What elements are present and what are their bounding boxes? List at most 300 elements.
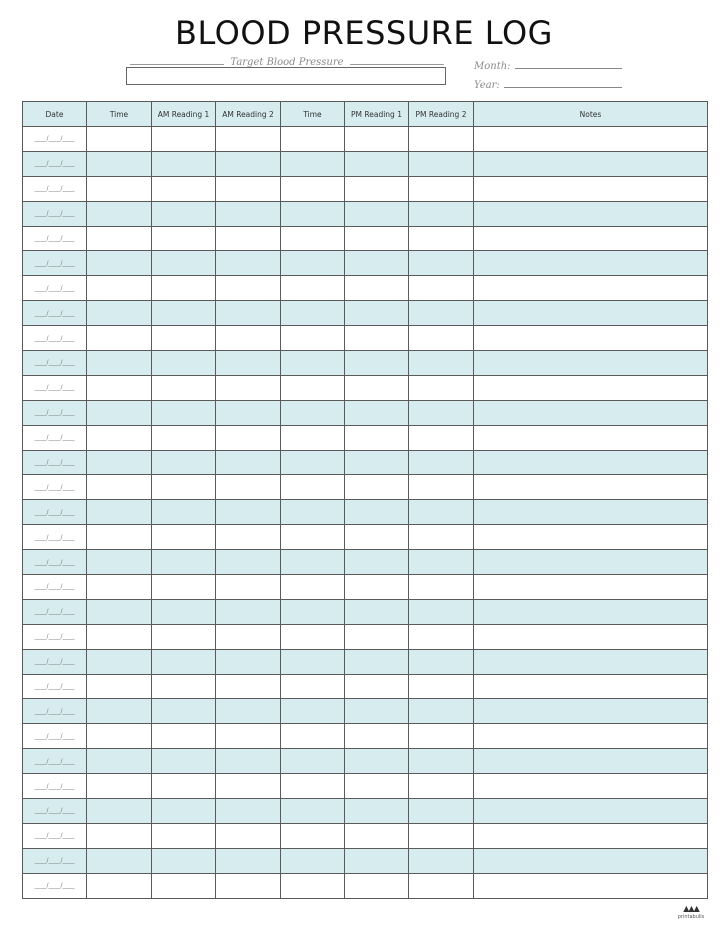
date-cell[interactable]: ____/____/____ [23,326,87,351]
entry-cell[interactable] [474,550,708,575]
table-row [23,774,708,799]
entry-cell[interactable] [216,301,281,326]
target-line-left [130,64,224,65]
date-cell[interactable]: ____/____/____ [23,450,87,475]
entry-cell[interactable] [474,450,708,475]
entry-cell[interactable] [345,649,409,674]
entry-cell[interactable] [87,575,152,600]
table-row [23,575,708,600]
entry-cell[interactable] [281,699,345,724]
entry-cell[interactable] [152,375,216,400]
entry-cell[interactable] [281,301,345,326]
entry-cell[interactable] [152,599,216,624]
table-row [23,276,708,301]
entry-cell[interactable] [345,351,409,376]
page-title: BLOOD PRESSURE LOG [175,14,553,52]
entry-cell[interactable] [216,649,281,674]
entry-cell[interactable] [87,525,152,550]
entry-cell[interactable] [409,425,474,450]
entry-cell[interactable] [152,425,216,450]
entry-cell[interactable] [216,151,281,176]
date-cell[interactable]: ____/____/____ [23,201,87,226]
entry-cell[interactable] [474,749,708,774]
date-cell[interactable]: ____/____/____ [23,375,87,400]
entry-cell[interactable] [87,848,152,873]
date-cell[interactable]: ____/____/____ [23,599,87,624]
entry-cell[interactable] [409,749,474,774]
entry-cell[interactable] [474,151,708,176]
entry-cell[interactable] [87,699,152,724]
entry-cell[interactable] [345,500,409,525]
target-blood-pressure-text: Target Blood Pressure [230,56,344,68]
month-label: Month: [474,61,511,72]
month-line [515,68,622,69]
entry-cell[interactable] [345,848,409,873]
entry-cell[interactable] [281,326,345,351]
entry-cell[interactable] [216,251,281,276]
entry-cell[interactable] [281,575,345,600]
entry-cell[interactable] [152,400,216,425]
entry-cell[interactable] [87,749,152,774]
entry-cell[interactable] [281,799,345,824]
entry-cell[interactable] [409,525,474,550]
entry-cell[interactable] [216,599,281,624]
entry-cell[interactable] [216,450,281,475]
logo-mark-icon: ▲▲▲ [683,904,699,913]
entry-cell[interactable] [409,127,474,152]
entry-cell[interactable] [152,500,216,525]
entry-cell[interactable] [345,450,409,475]
table-row [23,375,708,400]
entry-cell[interactable] [409,774,474,799]
date-cell[interactable]: ____/____/____ [23,151,87,176]
entry-cell[interactable] [474,525,708,550]
entry-cell[interactable] [474,624,708,649]
date-cell[interactable]: ____/____/____ [23,500,87,525]
date-cell[interactable]: ____/____/____ [23,127,87,152]
entry-cell[interactable] [152,724,216,749]
entry-cell[interactable] [216,699,281,724]
entry-cell[interactable] [281,425,345,450]
entry-cell[interactable] [87,550,152,575]
entry-cell[interactable] [152,550,216,575]
entry-cell[interactable] [216,848,281,873]
entry-cell[interactable] [281,550,345,575]
column-header-am-reading-2: AM Reading 2 [216,102,281,127]
entry-cell[interactable] [87,599,152,624]
entry-cell[interactable] [281,127,345,152]
table-row [23,873,708,898]
entry-cell[interactable] [216,550,281,575]
date-cell[interactable]: ____/____/____ [23,649,87,674]
entry-cell[interactable] [345,624,409,649]
entry-cell[interactable] [216,475,281,500]
entry-cell[interactable] [409,400,474,425]
entry-cell[interactable] [87,301,152,326]
entry-cell[interactable] [87,151,152,176]
entry-cell[interactable] [281,226,345,251]
entry-cell[interactable] [281,624,345,649]
column-header-date: Date [23,102,87,127]
entry-cell[interactable] [281,201,345,226]
table-row [23,525,708,550]
entry-cell[interactable] [281,351,345,376]
entry-cell[interactable] [281,276,345,301]
target-blood-pressure-field[interactable] [126,67,446,85]
entry-cell[interactable] [474,575,708,600]
entry-cell[interactable] [152,848,216,873]
entry-cell[interactable] [409,176,474,201]
entry-cell[interactable] [474,375,708,400]
date-cell[interactable]: ____/____/____ [23,799,87,824]
date-cell[interactable]: ____/____/____ [23,624,87,649]
entry-cell[interactable] [474,326,708,351]
entry-cell[interactable] [152,450,216,475]
entry-cell[interactable] [345,525,409,550]
entry-cell[interactable] [281,500,345,525]
column-header-pm-reading-1: PM Reading 1 [345,102,409,127]
entry-cell[interactable] [345,724,409,749]
entry-cell[interactable] [345,575,409,600]
date-cell[interactable]: ____/____/____ [23,823,87,848]
entry-cell[interactable] [281,599,345,624]
entry-cell[interactable] [345,475,409,500]
entry-cell[interactable] [152,176,216,201]
table-body [23,127,708,899]
table-row [23,823,708,848]
table-row [23,151,708,176]
entry-cell[interactable] [345,873,409,898]
entry-cell[interactable] [152,649,216,674]
date-cell[interactable]: ____/____/____ [23,400,87,425]
entry-cell[interactable] [281,848,345,873]
entry-cell[interactable] [281,450,345,475]
table-row [23,251,708,276]
printabulls-logo [676,904,706,924]
entry-cell[interactable] [87,400,152,425]
table-row [23,226,708,251]
entry-cell[interactable] [345,400,409,425]
entry-cell[interactable] [216,624,281,649]
entry-cell[interactable] [216,351,281,376]
entry-cell[interactable] [474,599,708,624]
entry-cell[interactable] [345,799,409,824]
entry-cell[interactable] [216,823,281,848]
entry-cell[interactable] [216,500,281,525]
column-header-am-time: Time [87,102,152,127]
entry-cell[interactable] [474,873,708,898]
entry-cell[interactable] [216,276,281,301]
entry-cell[interactable] [409,276,474,301]
date-cell[interactable]: ____/____/____ [23,176,87,201]
date-cell[interactable]: ____/____/____ [23,251,87,276]
date-cell[interactable]: ____/____/____ [23,525,87,550]
date-cell[interactable]: ____/____/____ [23,848,87,873]
table-row [23,301,708,326]
entry-cell[interactable] [87,724,152,749]
entry-cell[interactable] [474,799,708,824]
entry-cell[interactable] [474,226,708,251]
table-row [23,550,708,575]
entry-cell[interactable] [409,823,474,848]
entry-cell[interactable] [87,649,152,674]
entry-cell[interactable] [152,326,216,351]
table-header-row [23,102,708,127]
entry-cell[interactable] [409,873,474,898]
entry-cell[interactable] [87,276,152,301]
entry-cell[interactable] [152,525,216,550]
entry-cell[interactable] [152,699,216,724]
entry-cell[interactable] [409,450,474,475]
table-row [23,848,708,873]
date-cell[interactable]: ____/____/____ [23,276,87,301]
date-cell[interactable]: ____/____/____ [23,749,87,774]
entry-cell[interactable] [281,525,345,550]
entry-cell[interactable] [409,375,474,400]
table-row [23,799,708,824]
entry-cell[interactable] [87,326,152,351]
entry-cell[interactable] [87,873,152,898]
entry-cell[interactable] [474,699,708,724]
entry-cell[interactable] [152,251,216,276]
entry-cell[interactable] [474,276,708,301]
entry-cell[interactable] [152,226,216,251]
table-row [23,475,708,500]
blood-pressure-table [22,101,708,899]
entry-cell[interactable] [216,400,281,425]
entry-cell[interactable] [474,724,708,749]
entry-cell[interactable] [87,176,152,201]
target-line-right [350,64,444,65]
entry-cell[interactable] [345,127,409,152]
entry-cell[interactable] [345,201,409,226]
entry-cell[interactable] [152,774,216,799]
entry-cell[interactable] [409,301,474,326]
entry-cell[interactable] [87,127,152,152]
entry-cell[interactable] [216,873,281,898]
entry-cell[interactable] [345,326,409,351]
entry-cell[interactable] [216,375,281,400]
entry-cell[interactable] [409,151,474,176]
entry-cell[interactable] [474,774,708,799]
entry-cell[interactable] [474,475,708,500]
entry-cell[interactable] [345,699,409,724]
entry-cell[interactable] [474,823,708,848]
entry-cell[interactable] [216,226,281,251]
table-row [23,674,708,699]
entry-cell[interactable] [409,500,474,525]
entry-cell[interactable] [474,674,708,699]
table-row [23,624,708,649]
entry-cell[interactable] [152,749,216,774]
table-row [23,351,708,376]
entry-cell[interactable] [87,351,152,376]
date-cell[interactable]: ____/____/____ [23,226,87,251]
date-cell[interactable]: ____/____/____ [23,475,87,500]
entry-cell[interactable] [281,400,345,425]
entry-cell[interactable] [345,774,409,799]
date-cell[interactable]: ____/____/____ [23,301,87,326]
table-row [23,425,708,450]
entry-cell[interactable] [152,301,216,326]
entry-cell[interactable] [281,823,345,848]
entry-cell[interactable] [345,599,409,624]
entry-cell[interactable] [87,450,152,475]
month-field[interactable] [474,56,622,72]
entry-cell[interactable] [345,550,409,575]
entry-cell[interactable] [474,400,708,425]
column-header-pm-time: Time [281,102,345,127]
entry-cell[interactable] [345,151,409,176]
date-cell[interactable]: ____/____/____ [23,550,87,575]
entry-cell[interactable] [474,500,708,525]
entry-cell[interactable] [152,127,216,152]
entry-cell[interactable] [345,251,409,276]
column-header-am-reading-1: AM Reading 1 [152,102,216,127]
date-cell[interactable]: ____/____/____ [23,351,87,376]
entry-cell[interactable] [152,823,216,848]
entry-cell[interactable] [409,575,474,600]
entry-cell[interactable] [409,251,474,276]
entry-cell[interactable] [216,326,281,351]
entry-cell[interactable] [87,375,152,400]
entry-cell[interactable] [281,724,345,749]
year-field[interactable] [474,75,622,91]
entry-cell[interactable] [87,475,152,500]
date-cell[interactable]: ____/____/____ [23,575,87,600]
entry-cell[interactable] [216,749,281,774]
date-cell[interactable]: ____/____/____ [23,873,87,898]
entry-cell[interactable] [281,151,345,176]
entry-cell[interactable] [281,251,345,276]
entry-cell[interactable] [474,251,708,276]
entry-cell[interactable] [409,550,474,575]
date-cell[interactable]: ____/____/____ [23,699,87,724]
entry-cell[interactable] [281,774,345,799]
date-cell[interactable]: ____/____/____ [23,674,87,699]
table-row [23,400,708,425]
entry-cell[interactable] [409,799,474,824]
entry-cell[interactable] [474,201,708,226]
entry-cell[interactable] [87,624,152,649]
entry-cell[interactable] [216,724,281,749]
entry-cell[interactable] [152,151,216,176]
entry-cell[interactable] [409,848,474,873]
entry-cell[interactable] [152,201,216,226]
entry-cell[interactable] [409,201,474,226]
table-row [23,649,708,674]
entry-cell[interactable] [281,375,345,400]
column-header-notes: Notes [474,102,708,127]
entry-cell[interactable] [87,500,152,525]
entry-cell[interactable] [409,699,474,724]
entry-cell[interactable] [281,749,345,774]
table-row [23,749,708,774]
entry-cell[interactable] [409,599,474,624]
entry-cell[interactable] [216,774,281,799]
entry-cell[interactable] [409,475,474,500]
entry-cell[interactable] [216,575,281,600]
entry-cell[interactable] [474,425,708,450]
entry-cell[interactable] [152,873,216,898]
entry-cell[interactable] [345,276,409,301]
entry-cell[interactable] [216,525,281,550]
entry-cell[interactable] [474,649,708,674]
table-row [23,127,708,152]
entry-cell[interactable] [152,799,216,824]
entry-cell[interactable] [345,823,409,848]
table-row [23,326,708,351]
entry-cell[interactable] [216,799,281,824]
table-row [23,599,708,624]
entry-cell[interactable] [409,351,474,376]
entry-cell[interactable] [474,176,708,201]
entry-cell[interactable] [345,749,409,774]
table-row [23,450,708,475]
date-cell[interactable]: ____/____/____ [23,425,87,450]
entry-cell[interactable] [345,375,409,400]
entry-cell[interactable] [87,674,152,699]
entry-cell[interactable] [409,724,474,749]
entry-cell[interactable] [152,674,216,699]
entry-cell[interactable] [87,425,152,450]
entry-cell[interactable] [474,301,708,326]
entry-cell[interactable] [281,649,345,674]
entry-cell[interactable] [87,774,152,799]
entry-cell[interactable] [152,276,216,301]
entry-cell[interactable] [281,873,345,898]
entry-cell[interactable] [152,575,216,600]
entry-cell[interactable] [216,127,281,152]
entry-cell[interactable] [87,251,152,276]
entry-cell[interactable] [345,425,409,450]
entry-cell[interactable] [281,176,345,201]
entry-cell[interactable] [345,301,409,326]
date-cell[interactable]: ____/____/____ [23,774,87,799]
entry-cell[interactable] [216,201,281,226]
entry-cell[interactable] [345,674,409,699]
entry-cell[interactable] [87,799,152,824]
entry-cell[interactable] [474,848,708,873]
table-row [23,699,708,724]
entry-cell[interactable] [345,176,409,201]
entry-cell[interactable] [281,475,345,500]
entry-cell[interactable] [409,624,474,649]
column-header-pm-reading-2: PM Reading 2 [409,102,474,127]
entry-cell[interactable] [216,176,281,201]
date-cell[interactable]: ____/____/____ [23,724,87,749]
entry-cell[interactable] [152,351,216,376]
entry-cell[interactable] [152,475,216,500]
entry-cell[interactable] [216,425,281,450]
entry-cell[interactable] [409,326,474,351]
entry-cell[interactable] [474,127,708,152]
entry-cell[interactable] [345,226,409,251]
entry-cell[interactable] [281,674,345,699]
table-row [23,201,708,226]
entry-cell[interactable] [409,649,474,674]
entry-cell[interactable] [409,674,474,699]
entry-cell[interactable] [216,674,281,699]
entry-cell[interactable] [152,624,216,649]
entry-cell[interactable] [409,226,474,251]
entry-cell[interactable] [87,226,152,251]
table-row [23,724,708,749]
entry-cell[interactable] [474,351,708,376]
entry-cell[interactable] [87,823,152,848]
table-row [23,500,708,525]
entry-cell[interactable] [87,201,152,226]
